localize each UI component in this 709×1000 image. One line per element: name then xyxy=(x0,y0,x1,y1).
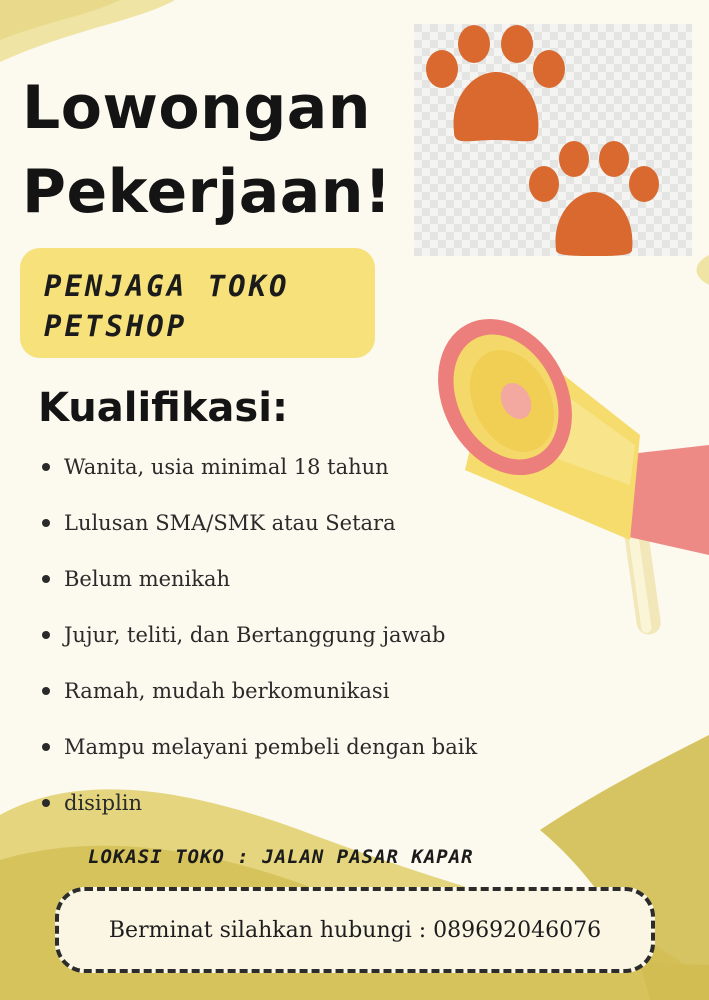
contact-text: Berminat silahkan hubungi : 089692046076 xyxy=(108,917,602,943)
qualification-item: Ramah, mudah berkomunikasi xyxy=(38,669,477,725)
store-location: LOKASI TOKO : JALAN PASAR KAPAR xyxy=(88,846,474,868)
qualifications-heading: Kualifikasi: xyxy=(38,385,288,431)
qualifications-list xyxy=(38,445,477,837)
job-position-banner xyxy=(20,248,375,358)
qualification-item: disiplin xyxy=(38,781,477,837)
contact-box xyxy=(55,887,655,973)
qualification-item: Jujur, teliti, dan Bertanggung jawab xyxy=(38,613,477,669)
title-line-1: Lowongan xyxy=(22,73,371,143)
title-line-2: Pekerjaan! xyxy=(22,157,392,227)
job-position-line-1: PENJAGA TOKO xyxy=(44,269,290,303)
qualification-item: Mampu melayani pembeli dengan baik xyxy=(38,725,477,781)
page-title xyxy=(22,66,392,234)
qualification-item: Belum menikah xyxy=(38,557,477,613)
qualification-item: Lulusan SMA/SMK atau Setara xyxy=(38,501,477,557)
paw-prints-icon xyxy=(414,24,692,256)
job-position-line-2: PETSHOP xyxy=(44,309,188,343)
qualification-item: Wanita, usia minimal 18 tahun xyxy=(38,445,477,501)
